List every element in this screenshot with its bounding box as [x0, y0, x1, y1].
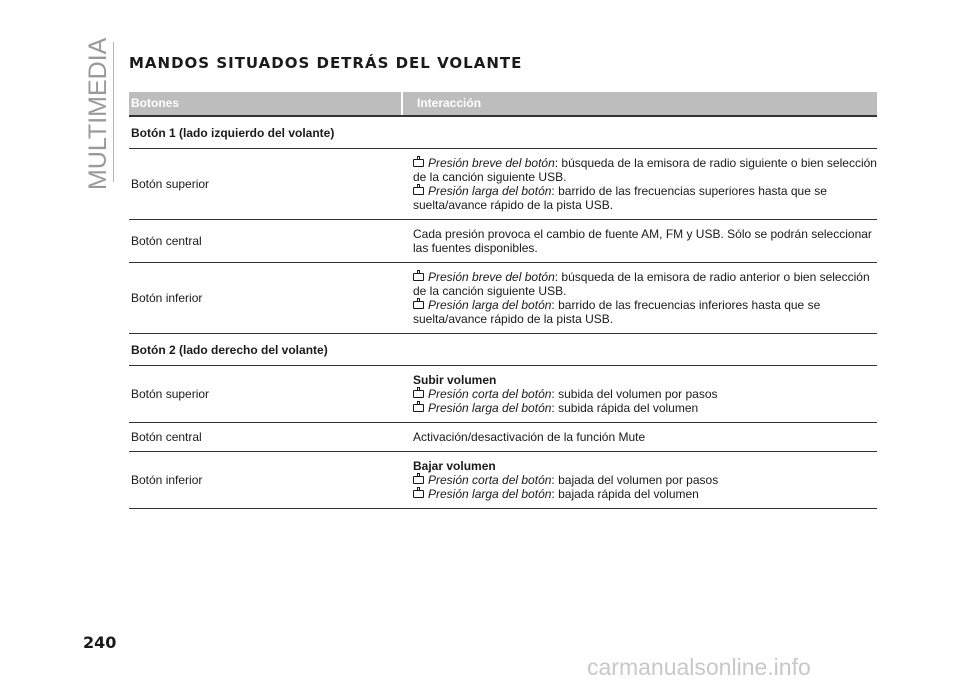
table-row — [129, 263, 877, 334]
table-header — [129, 92, 877, 117]
row-interaction: Cada presión provoca el cambio de fuente AM, FM y USB. Sólo se podrán seleccionar las fuentes disponibles. — [413, 227, 872, 255]
row-interaction: Presión breve del botón: búsqueda de la emisora de radio siguiente o bien selección de la canción siguiente USB. Presión larga del botón: barrido de las frecuencias superiores hasta que se suelta/avance rápido de la pista USB. — [413, 156, 877, 212]
section-side-tab — [83, 37, 113, 190]
steering-button-icon — [413, 390, 424, 398]
row-label: Botón inferior — [131, 291, 203, 305]
table-row — [129, 366, 877, 423]
page-title: MANDOS SITUADOS DETRÁS DEL VOLANTE — [129, 54, 523, 72]
row-label: Botón inferior — [131, 473, 203, 487]
table-row — [129, 149, 877, 220]
row-label: Botón superior — [131, 177, 210, 191]
header-buttons: Botones — [131, 96, 179, 110]
steering-button-icon — [413, 159, 424, 167]
row-label: Botón central — [131, 430, 202, 444]
steering-button-icon — [413, 404, 424, 412]
row-interaction: Bajar volumen Presión corta del botón: bajada del volumen por pasos Presión larga del botón: bajada rápida del volumen — [413, 459, 877, 501]
side-divider — [113, 42, 114, 182]
steering-button-icon — [413, 273, 424, 281]
controls-table — [129, 92, 877, 509]
row-interaction: Activación/desactivación de la función Mute — [413, 430, 646, 444]
group-heading-button-2: Botón 2 (lado derecho del volante) — [129, 334, 877, 366]
table-row — [129, 423, 877, 452]
row-subheading: Subir volumen — [413, 373, 497, 387]
steering-button-icon — [413, 490, 424, 498]
group-heading-button-1: Botón 1 (lado izquierdo del volante) — [129, 117, 877, 149]
steering-button-icon — [413, 301, 424, 309]
table-row — [129, 220, 877, 263]
row-interaction: Subir volumen Presión corta del botón: subida del volumen por pasos Presión larga del botón: subida rápida del volumen — [413, 373, 877, 415]
header-interaction: Interacción — [401, 92, 877, 115]
watermark: carmanualsonline.info — [587, 654, 811, 680]
page-number: 240 — [83, 633, 117, 652]
table-row — [129, 452, 877, 509]
row-label: Botón superior — [131, 387, 210, 401]
steering-button-icon — [413, 187, 424, 195]
section-side-label: MULTIMEDIA — [84, 37, 112, 190]
steering-button-icon — [413, 476, 424, 484]
row-subheading: Bajar volumen — [413, 459, 496, 473]
row-label: Botón central — [131, 234, 202, 248]
row-interaction: Presión breve del botón: búsqueda de la emisora de radio anterior o bien selección de la canción siguiente USB. Presión larga del botón: barrido de las frecuencias inferiores hasta que se suelta/avance rápido de la pista USB. — [413, 270, 870, 326]
